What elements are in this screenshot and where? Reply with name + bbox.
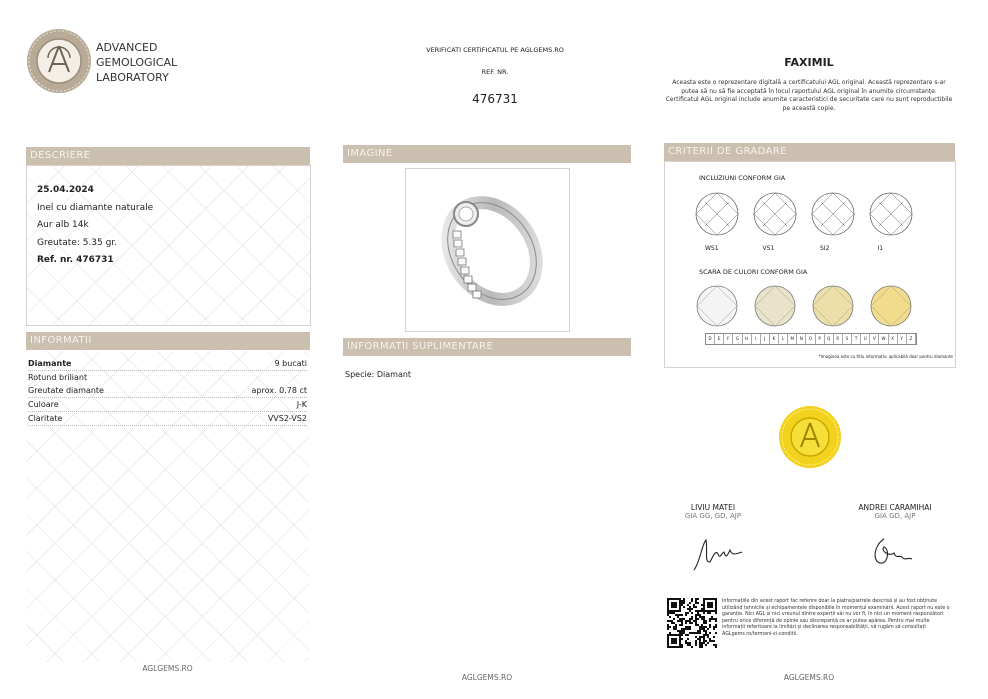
informatii-header: INFORMATII: [26, 332, 310, 350]
info-row-clarity: Claritate VVS2-VS2: [28, 412, 307, 426]
species-text: Specie: Diamant: [345, 370, 412, 379]
color-scale-letter: Z: [907, 334, 916, 344]
color-scale-letter: O: [806, 334, 815, 344]
inclusion-label: VS1: [762, 245, 775, 252]
color-scale-letter: D: [706, 334, 715, 344]
color-scale-letter: G: [733, 334, 742, 344]
color-scale-letter: I: [752, 334, 761, 344]
color-scale-letter: V: [870, 334, 879, 344]
color-scale-letter: U: [861, 334, 870, 344]
info-row-shape: Rotund briliant: [28, 373, 88, 382]
signature-icon: [866, 535, 916, 571]
item-ref: Ref. nr. 476731: [37, 255, 114, 265]
signer-name: LIVIU MATEI: [690, 503, 736, 512]
color-scale-letter: K: [770, 334, 779, 344]
color-scale-letter: J: [761, 334, 770, 344]
descriere-panel: [26, 165, 311, 326]
color-scale-letter: L: [779, 334, 788, 344]
color-diamond-icon: [813, 286, 853, 326]
brand-line-1: ADVANCED: [96, 41, 158, 54]
color-diagrams: [695, 282, 925, 332]
gold-seal-icon: [778, 405, 842, 469]
color-scale-letter: Y: [898, 334, 907, 344]
verify-text: VERIFICATI CERTIFICATUL PE AGLGEMS.RO: [426, 46, 564, 54]
inclusion-label: WS1: [705, 245, 719, 252]
color-scale-letter: T: [852, 334, 861, 344]
color-diamond-icon: [871, 286, 911, 326]
inclusions-title: INCLUZIUNI CONFORM GIA: [699, 174, 786, 182]
descriere-header: DESCRIERE: [26, 147, 310, 165]
footer-right: AGLGEMS.RO: [783, 673, 835, 682]
qr-code-icon: [667, 598, 717, 648]
signature-block-1: [668, 503, 758, 520]
criterii-header: CRITERII DE GRADARE: [664, 143, 955, 161]
signer-title: GIA GD, AJP: [874, 512, 916, 520]
signature-icon: [688, 532, 748, 576]
color-scale-letter: M: [788, 334, 797, 344]
footer-center: AGLGEMS.RO: [461, 673, 513, 682]
footer-left: AGLGEMS.RO: [142, 664, 193, 673]
color-scale-letter: S: [843, 334, 852, 344]
brand-line-2: GEMOLOGICAL: [96, 56, 178, 69]
color-scale-letter: F: [724, 334, 733, 344]
faximil-text: Aceasta este o reprezentare digitală a certificatului AGL original. Această reprezentare s-ar putea să nu să fie acceptată în locul raportului AGL original în anumite circumstanțe. Certificatul AGL original include anumite caracteristici de securitate care nu sunt reproductibile pe această copie.: [665, 79, 953, 112]
color-scale-letter: W: [879, 334, 888, 344]
inclusion-labels: [705, 245, 935, 252]
color-scale-letter: Q: [825, 334, 834, 344]
color-scale-letter: P: [816, 334, 825, 344]
color-scale-letter: R: [834, 334, 843, 344]
signer-name: ANDREI CARAMIHAI: [858, 503, 932, 512]
criterii-panel: [664, 161, 956, 368]
inclusion-label: I1: [877, 245, 884, 252]
info-row-color: Culoare J-K: [28, 398, 307, 412]
imagine-header: IMAGINE: [343, 145, 631, 163]
colors-title: SCARA DE CULORI CONFORM GIA: [699, 268, 808, 276]
color-scale: [705, 333, 917, 345]
item-description: Inel cu diamante naturale: [37, 202, 154, 213]
ref-label: REF. NR.: [481, 68, 509, 76]
brand-line-3: LABORATORY: [96, 71, 169, 84]
ring-image: [405, 168, 570, 332]
color-diamond-icon: [755, 286, 795, 326]
color-diamond-icon: [697, 286, 737, 326]
cert-date: 25.04.2024: [37, 185, 94, 195]
brand-name: [96, 40, 177, 85]
color-scale-letter: X: [889, 334, 898, 344]
info-row-weight: Greutate diamante aprox. 0.78 ct: [28, 384, 307, 398]
suplimentare-header: INFORMATII SUPLIMENTARE: [343, 338, 631, 356]
ref-number: 476731: [472, 92, 518, 106]
item-weight: Greutate: 5.35 gr.: [37, 237, 118, 248]
signer-title: GIA GG, GD, AJP: [684, 512, 742, 520]
informatii-panel: [26, 351, 309, 662]
disclaimer-text: Informațiile din acest raport fac referire doar la piatra/piatrele descrisă și au fost obținute utilizând tehnicile și echipamentele disponibile în momentul examinării. Acest raport nu este o garanție. Nici AGL și nici vreunul dintre experții săi nu vor fi, în nici un moment răspunzători pentru orice diferență de opinie sau discrepanță ce ar putea apărea. Pentru mai multe informații referitoare la limitări și declinarea responsabilității, vă rugăm să consultați AGLgems.ro/termeni-si-conditii.: [722, 599, 950, 637]
signature-block-2: [846, 503, 944, 520]
inclusion-label: SI2: [820, 245, 830, 252]
color-scale-letter: H: [743, 334, 752, 344]
color-scale-letter: N: [797, 334, 806, 344]
item-metal: Aur alb 14k: [37, 220, 89, 230]
color-scale-letter: E: [715, 334, 724, 344]
faximil-title: FAXIMIL: [784, 56, 834, 69]
grading-note: *Imaginea este cu titlu informativ; aplicabilă doar pentru diamante: [818, 354, 953, 359]
info-row-diamante: Diamante 9 bucati: [28, 357, 307, 371]
agl-seal-logo: [26, 28, 92, 94]
